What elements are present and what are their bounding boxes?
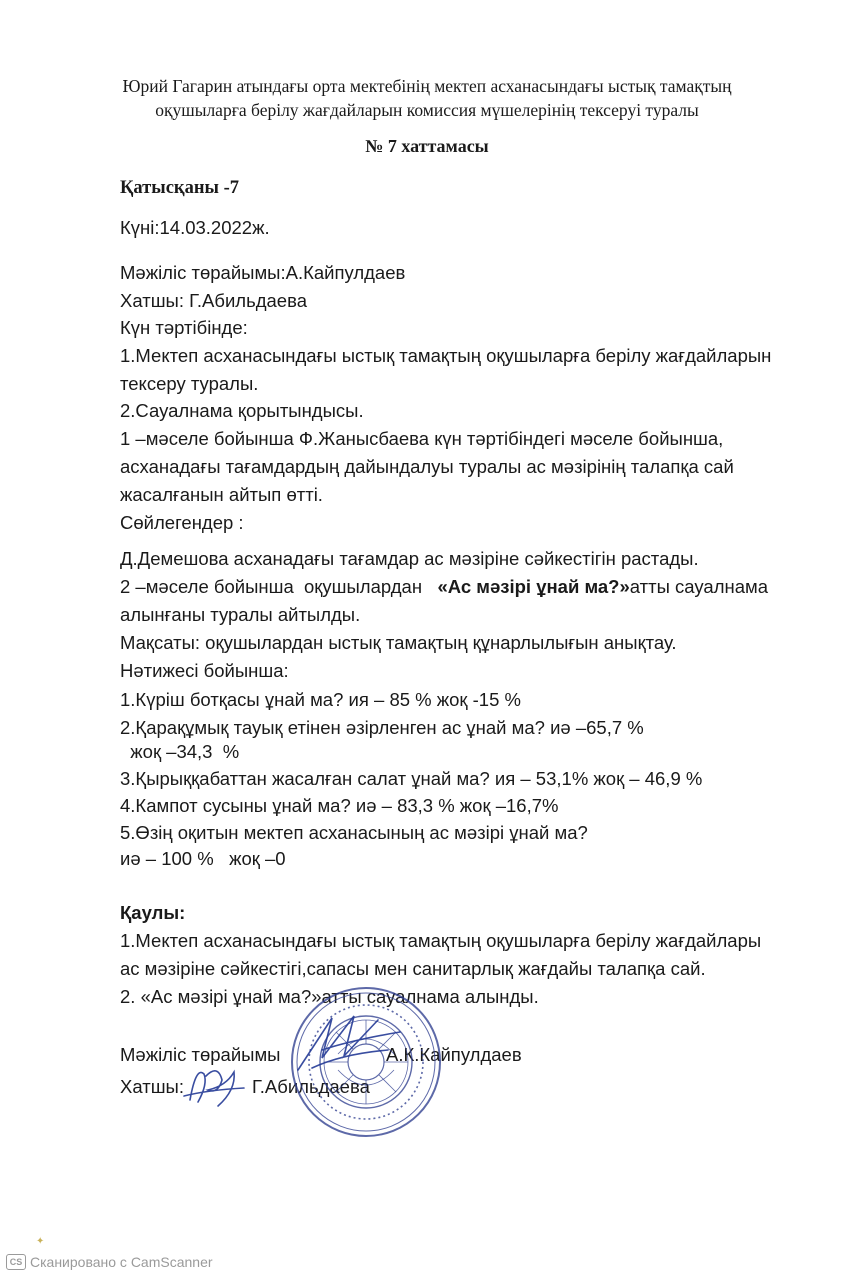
decision-2: 2. «Ас мәзірі ұнай ма?»атты сауалнама алынды. xyxy=(120,986,539,1007)
issue2-line-b: алынғаны туралы айтылды. xyxy=(120,604,361,625)
sign-chair-name: А.К.Кайпулдаев xyxy=(386,1044,522,1065)
result-line: 4.Кампот сусыны ұнай ма? иә – 83,3 % жоқ –16,7% xyxy=(120,795,559,816)
result-line: 5.Өзің оқитын мектеп асханасының ас мәзірі ұнай ма? xyxy=(120,822,588,843)
participants: Қатысқаны -7 xyxy=(120,178,239,198)
agenda-item-2: 2.Сауалнама қорытындысы. xyxy=(120,400,364,421)
scan-speck-icon: ✦ xyxy=(36,1236,45,1247)
speakers-label: Сөйлегендер : xyxy=(120,512,244,533)
camscanner-logo-icon: CS xyxy=(6,1254,26,1270)
header-line-2: оқушыларға берілу жағдайларын комиссия мүшелерінің тексеруі туралы xyxy=(155,100,699,120)
agenda-item-1b: тексеру туралы. xyxy=(120,373,259,394)
result-line: жоқ –34,3 % xyxy=(120,741,240,762)
agenda-item-1a: 1.Мектеп асханасындағы ыстық тамақтың оқушыларға берілу жағдайларын xyxy=(120,345,772,366)
sign-secretary-name: Г.Абильдаева xyxy=(252,1076,370,1097)
scanner-footer-text: Сканировано с CamScanner xyxy=(30,1254,213,1270)
issue2-suffix: атты сауалнама xyxy=(629,576,769,597)
issue2-prefix: 2 –мәселе бойынша оқушылардан xyxy=(120,576,438,597)
document-title: № 7 хаттамасы xyxy=(365,136,489,156)
chair: Мәжіліс төрайымы:А.Кайпулдаев xyxy=(120,262,406,283)
secretary: Хатшы: Г.Абильдаева xyxy=(120,290,307,311)
scanner-footer xyxy=(6,1254,213,1270)
decision-label: Қаулы: xyxy=(120,902,186,923)
speaker-1: Д.Демешова асханадағы тағамдар ас мәзіріне сәйкестігін растады. xyxy=(120,548,699,569)
secretary-signature xyxy=(178,1060,250,1112)
result-line: 3.Қырыққабаттан жасалған салат ұнай ма? ия – 53,1% жоқ – 46,9 % xyxy=(120,768,703,789)
issue1-line-b: асханадағы тағамдардың дайындалуы туралы ас мәзірінің талапқа сай xyxy=(120,456,734,477)
result-line: иә – 100 % жоқ –0 xyxy=(120,848,286,869)
agenda-label: Күн тәртібінде: xyxy=(120,317,248,338)
header-line-1: Юрий Гагарин атындағы орта мектебінің мектеп асханасындағы ыстық тамақтың xyxy=(122,76,732,96)
result-line: 2.Қарақұмық тауық етінен әзірленген ас ұнай ма? иә –65,7 % xyxy=(120,717,644,738)
sign-secretary-label: Хатшы: xyxy=(120,1076,184,1097)
issue1-line-c: жасалғанын айтып өтті. xyxy=(120,484,323,505)
results-label: Нәтижесі бойынша: xyxy=(120,660,289,681)
goal: Мақсаты: оқушылардан ыстық тамақтың құнарлылығын анықтау. xyxy=(120,632,677,653)
decision-1a: 1.Мектеп асханасындағы ыстық тамақтың оқушыларға берілу жағдайлары xyxy=(120,930,762,951)
chair-signature xyxy=(292,1010,412,1080)
sign-chair-label: Мәжіліс төрайымы xyxy=(120,1044,281,1065)
date: Күні:14.03.2022ж. xyxy=(120,217,270,238)
survey-title: «Ас мәзірі ұнай ма?» xyxy=(437,576,630,597)
decision-1b: ас мәзіріне сәйкестігі,сапасы мен санитарлық жағдайы талапқа сай. xyxy=(120,958,706,979)
issue1-line-a: 1 –мәселе бойынша Ф.Жаныcбаева күн тәртібіндегі мәселе бойынша, xyxy=(120,428,724,449)
result-line: 1.Күріш ботқасы ұнай ма? ия – 85 % жоқ -15 % xyxy=(120,689,521,710)
issue2-line-a xyxy=(120,576,768,598)
